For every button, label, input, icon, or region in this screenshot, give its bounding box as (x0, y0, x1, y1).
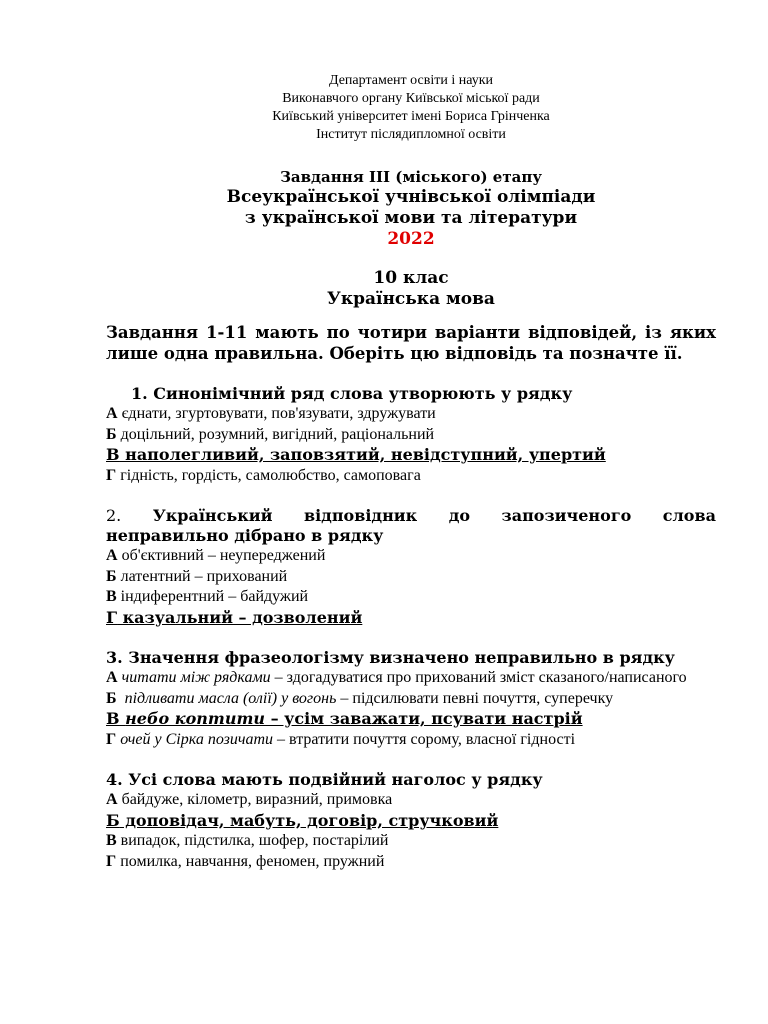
option-a: А об'єктивний – неупереджений (106, 547, 326, 564)
option-a: А єднати, згуртовувати, пов'язувати, здружувати (106, 405, 436, 422)
option-g-correct: Г казуальний – дозволений (106, 607, 363, 627)
question-3 (106, 648, 716, 750)
stage-title: Завдання ІІІ (міського) етапу (280, 168, 542, 186)
institution-header (106, 72, 716, 144)
option-v-correct: В небо коптити – усім заважати, псувати настрій (106, 709, 583, 728)
question-title: 1. Синонімічний ряд слова утворюють у рядку (131, 384, 573, 403)
document-page (106, 72, 716, 872)
instructions: Завдання 1-11 мають по чотири варіанти відповідей, із яких лише одна правильна. Оберіть цю відповідь та позначте її. (106, 323, 716, 363)
olympiad-year: 2022 (387, 229, 435, 249)
option-a: А байдуже, кілометр, виразний, примовка (106, 791, 393, 808)
option-b: Б підливати масла (олії) у вогонь – підсилювати певні почуття, суперечку (106, 689, 614, 707)
option-b: Б доцільний, розумний, вигідний, раціональний (106, 425, 435, 443)
olympiad-name-line2: з української мови та літератури (244, 208, 578, 228)
question-1 (106, 384, 716, 486)
grade: 10 клас (373, 268, 449, 288)
header-line: Виконавчого органу Київської міської ради (282, 91, 540, 106)
question-title: 2. Український відповідник до запозиченого слова (106, 506, 716, 525)
question-title-line2: неправильно дібрано в рядку (106, 526, 384, 545)
header-line: Департамент освіти і науки (329, 73, 493, 88)
option-g: Г очей у Сірка позичати – втратити почуття сорому, власної гідності (106, 730, 576, 748)
grade-subject (106, 268, 716, 310)
question-title: 3. Значення фразеологізму визначено неправильно в рядку (106, 648, 675, 667)
option-b: Б латентний – прихований (106, 567, 288, 585)
olympiad-title (106, 168, 716, 250)
option-b-correct: Б доповідач, мабуть, договір, стручковий (106, 810, 499, 830)
olympiad-name-line1: Всеукраїнської учнівської олімпіади (226, 187, 596, 207)
option-v: В індиферентний – байдужий (106, 588, 309, 605)
header-line: Київський університет імені Бориса Грінченка (272, 109, 550, 124)
question-title: 4. Усі слова мають подвійний наголос у рядку (106, 770, 543, 789)
option-v-correct: В наполегливий, заповзятий, невідступний, упертий (106, 445, 606, 464)
header-line: Інститут післядипломної освіти (316, 127, 506, 142)
question-4 (106, 770, 716, 872)
subject: Українська мова (327, 289, 495, 309)
option-g: Г гідність, гордість, самолюбство, самоповага (106, 466, 421, 484)
option-g: Г помилка, навчання, феномен, пружний (106, 852, 385, 870)
question-2 (106, 506, 716, 628)
option-a: А читати між рядками – здогадуватися про прихований зміст сказаного/написаного (106, 669, 687, 686)
option-v: В випадок, підстилка, шофер, постарілий (106, 832, 389, 849)
